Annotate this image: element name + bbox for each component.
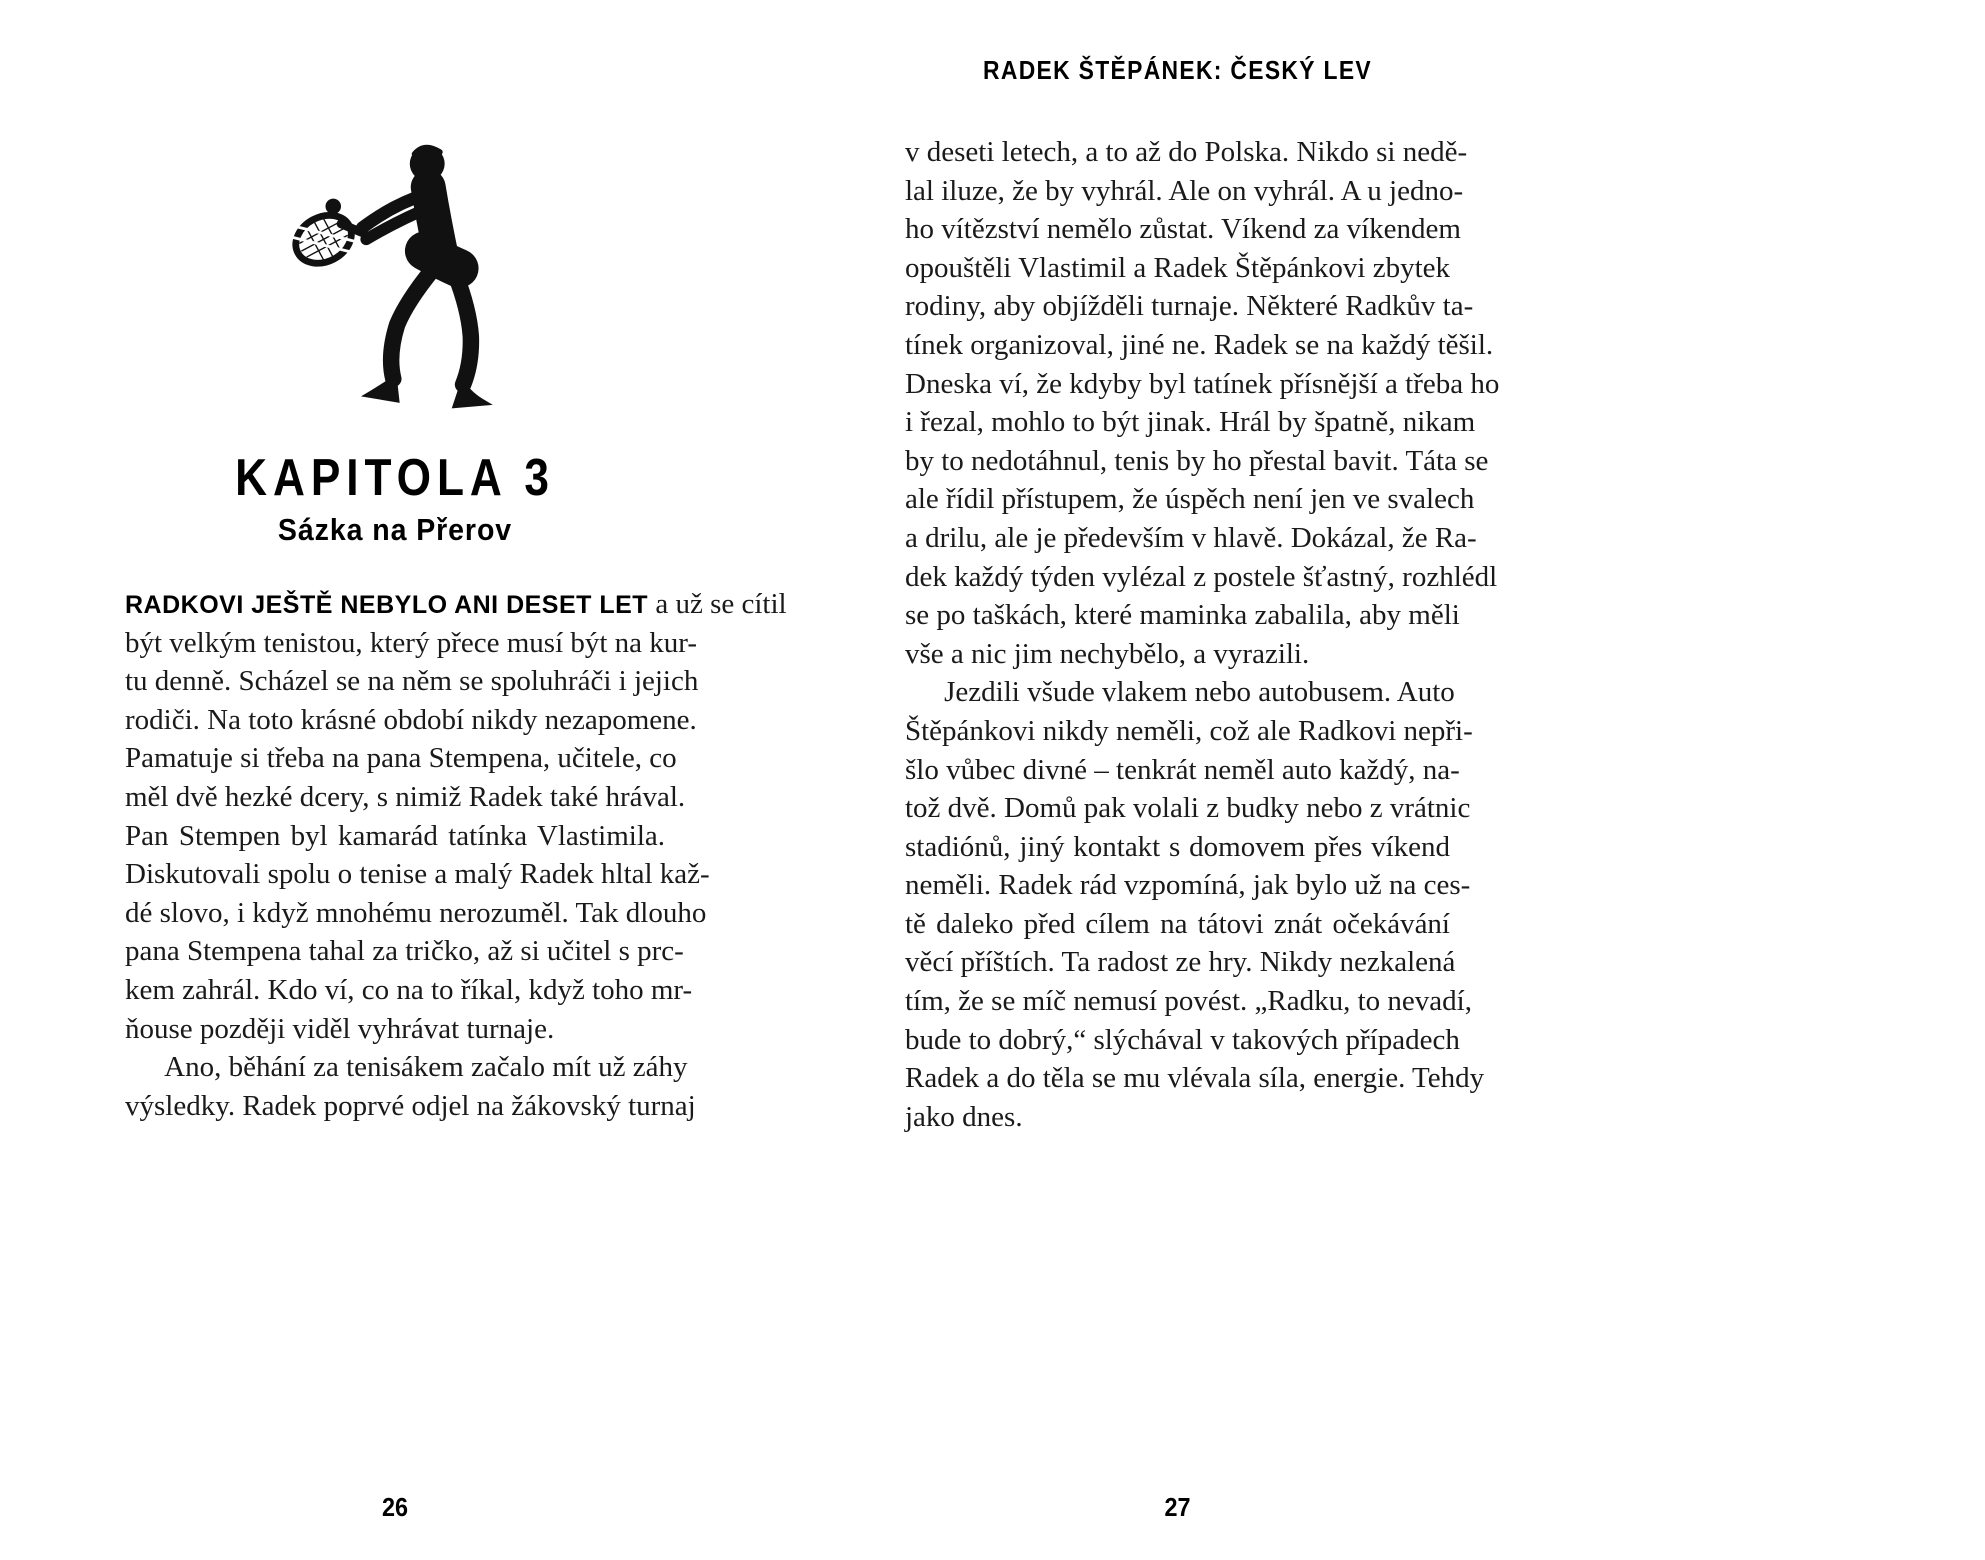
text-line: ho vítězství nemělo zůstat. Víkend za víkendem <box>905 213 1461 246</box>
text-line: tož dvě. Domů pak volali z budky nebo z vrátnic <box>905 792 1471 825</box>
text-line: lal iluze, že by vyhrál. Ale on vyhrál. A u jedno- <box>905 174 1464 207</box>
text-line: a drilu, ale je především v hlavě. Dokázal, že Ra- <box>905 521 1477 554</box>
page-number-left: 26 <box>381 1492 409 1522</box>
text-line: bude to dobrý,“ slýchával v takových případech <box>905 1023 1460 1056</box>
text-line: ňouse později viděl vyhrávat turnaje. <box>125 1012 555 1045</box>
text-line: Pamatuje si třeba na pana Stempena, učitele, co <box>125 742 677 775</box>
text-line: jako dnes. <box>905 1100 1023 1133</box>
text-line: Jezdili všude vlakem nebo autobusem. Auto <box>944 676 1455 709</box>
text-line: měl dvě hezké dcery, s nimiž Radek také hrával. <box>125 780 686 813</box>
text-line: tě daleko před cílem na tátovi znát očekávání <box>905 907 1450 940</box>
text-line: Diskutovali spolu o tenise a malý Radek hltal kaž- <box>125 858 710 891</box>
tennis-player-silhouette <box>279 125 512 435</box>
right-page-body <box>905 133 1500 1136</box>
text-line: pana Stempena tahal za tričko, až si učitel s prc- <box>125 935 684 968</box>
text-line: i řezal, mohlo to být jinak. Hrál by špatně, nikam <box>905 406 1476 439</box>
text-line: dek každý týden vylézal z postele šťastný, rozhlédl <box>905 560 1498 593</box>
paragraph-lead-in: RADKOVI JEŠTĚ NEBYLO ANI DESET LET <box>125 591 649 619</box>
text-line: Štěpánkovi nikdy neměli, což ale Radkovi nepři- <box>905 714 1473 747</box>
text-line: stadiónů, jiný kontakt s domovem přes víkend <box>905 830 1450 863</box>
text-line: tu denně. Scházel se na něm se spoluhráči i jejich <box>125 665 699 698</box>
text-line: rodiči. Na toto krásné období nikdy nezapomene. <box>125 703 697 736</box>
text-line: rodiny, aby objížděli turnaje. Některé Radkův ta- <box>905 290 1474 323</box>
text-line: Radek a do těla se mu vlévala síla, energie. Tehdy <box>905 1062 1485 1095</box>
text-line: dé slovo, i když mnohému nerozuměl. Tak dlouho <box>125 896 707 929</box>
text-line: se po taškách, které maminka zabalila, aby měli <box>905 599 1460 632</box>
text-line: vše a nic jim nechybělo, a vyrazili. <box>905 637 1310 670</box>
chapter-illustration <box>125 125 665 435</box>
text-line: neměli. Radek rád vzpomíná, jak bylo už na ces- <box>905 869 1471 902</box>
right-page <box>905 0 1500 1560</box>
text-line: v deseti letech, a to až do Polska. Nikdo si nedě- <box>905 136 1468 168</box>
chapter-subtitle: Sázka na Přerov <box>277 512 513 547</box>
text-line: by to nedotáhnul, tenis by ho přestal bavit. Táta se <box>905 444 1489 477</box>
text-line: ale řídil přístupem, že úspěch není jen ve svalech <box>905 483 1475 516</box>
left-page-body <box>125 585 787 1125</box>
text-line: Pan Stempen byl kamarád tatínka Vlastimila. <box>125 819 665 852</box>
text-line: opouštěli Vlastimil a Radek Štěpánkovi zbytek <box>905 251 1450 284</box>
text-line: tínek organizoval, jiné ne. Radek se na každý těšil. <box>905 328 1494 361</box>
page-number-right: 27 <box>1164 1492 1191 1522</box>
left-page <box>125 0 787 1560</box>
text-line: být velkým tenistou, který přece musí být na kur- <box>125 626 698 659</box>
text-line: Ano, běhání za tenisákem začalo mít už záhy <box>164 1051 688 1084</box>
text-line: kem zahrál. Kdo ví, co na to říkal, když toho mr- <box>125 973 693 1006</box>
text-line: výsledky. Radek poprvé odjel na žákovský turnaj <box>125 1089 696 1122</box>
text-line: tím, že se míč nemusí povést. „Radku, to nevadí, <box>905 985 1472 1018</box>
text-line: RADKOVI JEŠTĚ NEBYLO ANI DESET LET a už se cítil <box>125 588 787 620</box>
text-line: šlo vůbec divné – tenkrát neměl auto každý, na- <box>905 753 1460 786</box>
tennis-ball <box>325 199 341 215</box>
text-line: Dneska ví, že kdyby byl tatínek přísnější a třeba ho <box>905 367 1500 400</box>
running-header: RADEK ŠTĚPÁNEK: ČESKÝ LEV <box>983 55 1372 85</box>
chapter-title: KAPITOLA 3 <box>235 449 555 507</box>
text-line: věcí příštích. Ta radost ze hry. Nikdy nezkalená <box>905 946 1456 979</box>
